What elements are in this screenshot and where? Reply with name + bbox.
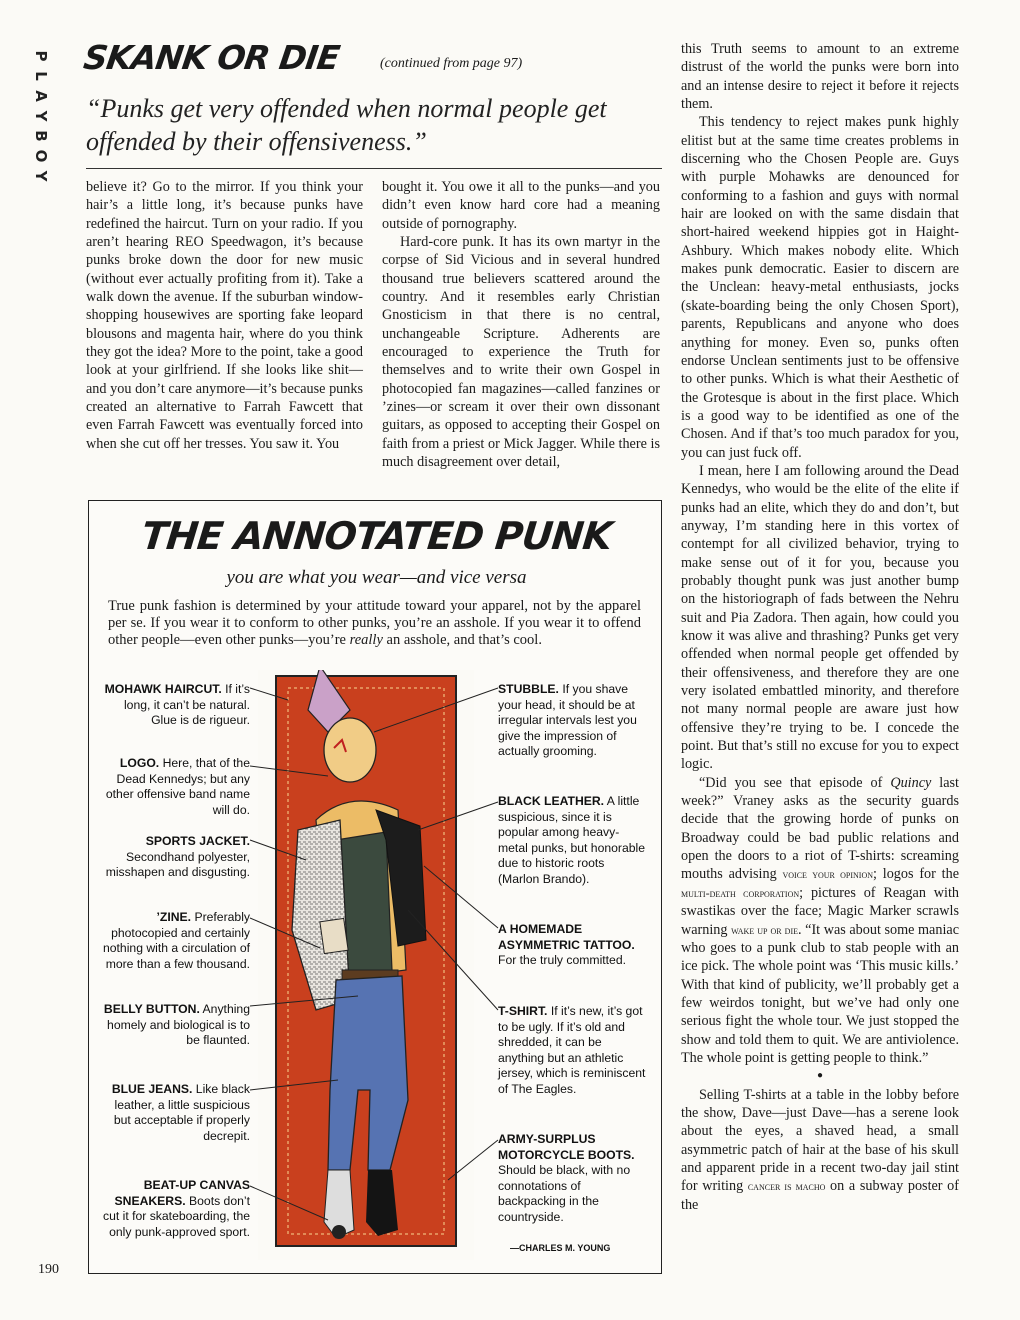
label-logo: LOGO. Here, that of the Dead Kennedys; but any other offensive band name will do. — [105, 756, 250, 817]
magazine-letter: O — [32, 149, 50, 163]
column-2 — [382, 178, 660, 472]
column-3-para-4: “Did you see that episode of Quincy last week?” Vraney asks as the security guards decide that the growing horde of punks on Broadway could be bad public relations and open the doors to a riot of T-shirts: screaming mouths advising voice your opinion; logos for the multi-death corporation; pictures of Reagan with swastikas over the face; Magic Marker scrawls warning wake up or die. “It was about some maniac who goes to a punk club to stab people with an ice pick. The whole point was ‘This music kills.’ With that kind of publicity, we’ll probably get a few weirdos tonight, but we’ve had only one serious fight the whole tour. We just stopped the show and told them to quit. We are antiviolence. The whole point is getting people to think.” — [681, 774, 960, 1066]
column-2-para-1: bought it. You owe it all to the punks—and you didn’t even know hard core had a meaning outside of pornography. — [382, 179, 660, 232]
label-sports-jacket: SPORTS JACKET. Secondhand polyester, misshapen and disgusting. — [105, 834, 250, 880]
magazine-letter: P — [32, 50, 50, 62]
headline: SKANK OR DIE — [81, 38, 342, 77]
label-blue-jeans: BLUE JEANS. Like black leather, a little suspicious but acceptable if properly decrepit. — [111, 1082, 250, 1143]
label-t-shirt: T-SHIRT. If it’s new, it’s got to be ugly. If it’s old and shredded, it can be anything but an athletic jersey, which is reminiscent of The Eagles. — [498, 1004, 646, 1096]
magazine-letter: B — [32, 130, 50, 142]
column-1 — [86, 178, 363, 453]
divider — [86, 168, 662, 169]
column-2-para-2: Hard-core punk. It has its own martyr in the corpse of Sid Vicious and in several hundred thousand true believers scattered around the country. And it resembles early Christian Gnosticism in that there is no central, unchangeable Scripture. Adherents are encouraged to experience the Truth for themselves and to write their own Gospel in photocopied fan magazines—called fanzines or ’zines—or scream it over their own dissonant guitars, as opposed to accepting their Gospel on faith from a priest or Mick Jagger. While there is much disagreement over detail, — [382, 234, 660, 471]
column-3-para-5: Selling T-shirts at a table in the lobby before the show, Dave—just Dave—has a serene look about the eyes, a shaved head, a small asymmetric patch of hair at the base of his skull and apparent pride in a recent two-day jail stint for writing cancer is macho on a subway poster of the — [681, 1086, 959, 1213]
column-3-para-3: I mean, here I am following around the Dead Kennedys, who would be the elite of the elite if punks had an elite, which they do and don’t, but anyway, I’m standing here in this vortex of contempt for all civilized behavior, trying to make sense out of it for you, because you probably thought punk was just another bump on the historiograph of fads between the Nehru suit and Pia Zadora. Then again, how could you know it was alive and thrashing? Punks get very offended when normal people get offended by their offensiveness, and therefore they are one very isolated embattled minority, and therefore not many normal people are aware just how offensive they’re trying to be. I concede the point. But that’s still no excuse for you to expect logic. — [681, 462, 959, 773]
leader-lines — [248, 680, 508, 1260]
label-tattoo: A HOMEMADE ASYMMETRIC TATTOO. For the truly committed. — [498, 922, 635, 968]
label-black-leather: BLACK LEATHER. A little suspicious, since it is popular among heavy-metal punks, but honorable due to historic roots (Marlon Brando). — [498, 794, 646, 886]
label-mohawk: MOHAWK HAIRCUT. If it’s long, it can’t be natural. Glue is de rigueur. — [104, 682, 250, 728]
column-3-para-1: this Truth seems to amount to an extreme distrust of the world the punks were born into and an intense desire to reject it before it rejects them. — [681, 41, 959, 113]
column-3 — [681, 40, 959, 1214]
page-number: 190 — [38, 1262, 59, 1277]
magazine-letter: L — [32, 71, 50, 81]
section-bullet: ● — [816, 1070, 824, 1082]
label-sneakers: BEAT-UP CANVAS SNEAKERS. Boots don’t cut it for skateboarding, the only punk-approved sport. — [102, 1178, 250, 1239]
label-stubble: STUBBLE. If you shave your head, it should be at irregular intervals lest you give the impression of actually grooming. — [498, 682, 637, 759]
continued-note: (continued from page 97) — [380, 56, 523, 71]
magazine-vertical-title — [30, 46, 52, 186]
magazine-letter: A — [32, 90, 50, 102]
column-3-para-2: This tendency to reject makes punk highly elitist but at the same time creates problems in discerning who the Chosen People are. Guys with purple Mohawks are denounced for conforming to a fashion and guys with normal hair are looked on with the same disdain that short-haired weekend hippies got in Haight-Ashbury. Which makes nobody elite. Which makes punk democratic. Easier to discern are the Unclean: heavy-metal enthusiasts, jocks (skate-boarding being the only Chosen Sport), parents, Republicans and anyone who does anything for money. Even so, punks often endorse Unclean sentiments just to be offensive to other punks. Which is what their Aesthetic of the Grotesque is about in the first place. Which is a good way to be identified as one of the Chosen. And if that’s too much paradox for you, you can just fuck off. — [681, 114, 959, 461]
label-zine: ’ZINE. Preferably photocopied and certainly nothing with a circulation of more than a few thousand. — [102, 910, 250, 971]
column-1-text: believe it? Go to the mirror. If you think your hair’s a little long, it’s because punks have redefined the haircut. Turn on your radio. If you aren’t hearing REO Speedwagon, it’s because punks broke down the door for new music (without ever actually profiting from it). Take a walk down the avenue. If the suburban window-shopping housewives are sporting fake leopard blousons and magenta hair, where do you think they got the idea? More to the point, take a good look at your girlfriend. If she looks like shit—and you don’t care anymore—it’s because punks created an alternative to Farrah Fawcett that even Farrah Fawcett was eventually forced into when she cut off her tresses. You saw it. You — [86, 179, 363, 452]
box-intro: True punk fashion is determined by your attitude toward your apparel, not by the apparel per se. If you wear it to conform to other punks, you’re an asshole. If you wear it to offend other people—even other punks—you’re really an asshole, and that’s cool. — [108, 598, 641, 648]
box-subtitle: you are what you wear—and vice versa — [226, 567, 527, 588]
pull-quote: “Punks get very offended when normal people get offended by their offensiveness.” — [86, 94, 607, 156]
magazine-letter: Y — [32, 170, 50, 182]
box-title: THE ANNOTATED PUNK — [139, 514, 614, 558]
label-belly-button: BELLY BUTTON. Anything homely and biological is to be flaunted. — [103, 1002, 250, 1048]
magazine-letter: Y — [32, 110, 50, 122]
box-credit: —CHARLES M. YOUNG — [510, 1243, 611, 1253]
label-boots: ARMY-SURPLUS MOTORCYCLE BOOTS. Should be black, with no connotations of backpacking in the countryside. — [498, 1132, 635, 1224]
